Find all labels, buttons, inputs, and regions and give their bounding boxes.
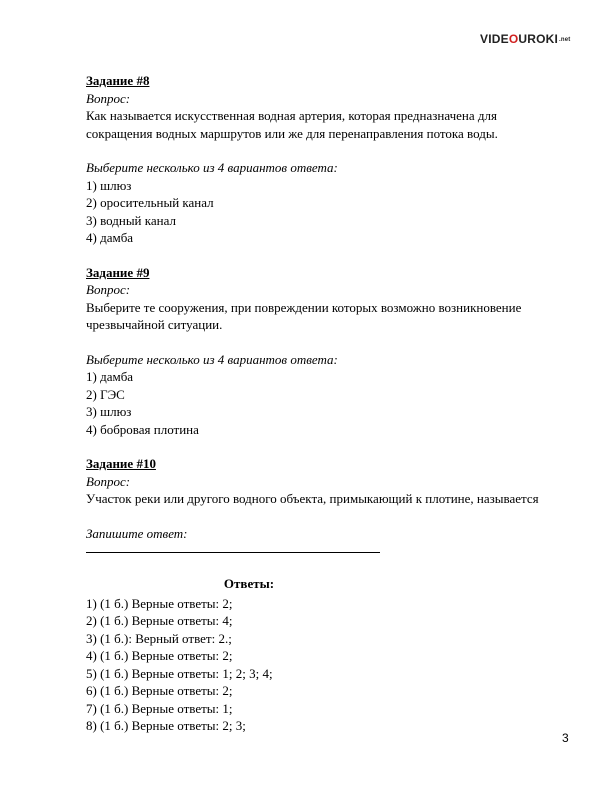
videouroki-logo <box>480 32 571 46</box>
answer-key-item: 6) (1 б.) Верные ответы: 2; <box>86 683 233 698</box>
instruction: Выберите несколько из 4 вариантов ответа: <box>86 160 338 175</box>
question-text-line: Выберите те сооружения, при повреждении которых возможно возникновение <box>86 299 522 315</box>
answer-key-item: 5) (1 б.) Верные ответы: 1; 2; 3; 4; <box>86 665 273 681</box>
task-8 <box>86 72 586 247</box>
answers-title: Ответы: <box>223 576 275 591</box>
answer-key-item: 8) (1 б.) Верные ответы: 2; 3; <box>86 718 246 733</box>
spacer <box>86 508 586 525</box>
spacer <box>86 334 586 351</box>
answer-option: 4) бобровая плотина <box>86 421 199 437</box>
answers-section <box>86 575 586 735</box>
answer-option: 3) шлюз <box>86 404 132 419</box>
question-text-line: Участок реки или другого водного объекта, примыкающий к плотине, называется <box>86 491 539 506</box>
logo-suffix: .net <box>559 37 571 43</box>
answer-key-item: 4) (1 б.) Верные ответы: 2; <box>86 648 233 663</box>
question-label: Вопрос: <box>86 90 131 106</box>
task-title: Задание #10 <box>86 456 156 471</box>
question-text-line: сокращения водных маршрутов или же для перенаправления потока воды. <box>86 125 498 141</box>
answer-option: 4) дамба <box>86 230 134 245</box>
question-text-line: Как называется искусственная водная артерия, которая предназначена для <box>86 108 497 123</box>
answer-option: 3) водный канал <box>86 212 176 228</box>
instruction: Выберите несколько из 4 вариантов ответа: <box>86 351 338 367</box>
page-number: 3 <box>562 731 569 745</box>
answer-key-item: 2) (1 б.) Верные ответы: 4; <box>86 613 233 628</box>
answer-option: 2) оросительный канал <box>86 195 214 210</box>
task-title: Задание #9 <box>86 264 150 280</box>
answer-key-item: 7) (1 б.) Верные ответы: 1; <box>86 700 233 716</box>
instruction: Запишите ответ: <box>86 525 188 541</box>
question-label: Вопрос: <box>86 282 131 297</box>
answer-option: 1) шлюз <box>86 177 132 193</box>
answer-write-line[interactable] <box>86 552 380 553</box>
task-10 <box>86 455 586 553</box>
answer-key-item: 1) (1 б.) Верные ответы: 2; <box>86 595 233 611</box>
question-text-line: чрезвычайной ситуации. <box>86 317 223 332</box>
question-label: Вопрос: <box>86 473 131 489</box>
logo-text: VIDEOUROKI <box>480 32 559 46</box>
spacer <box>86 247 586 264</box>
task-title: Задание #8 <box>86 73 150 88</box>
answer-option: 2) ГЭС <box>86 386 125 402</box>
logo-accent-letter: O <box>508 32 519 46</box>
spacer <box>86 438 586 455</box>
spacer <box>86 142 586 159</box>
answer-key-item: 3) (1 б.): Верный ответ: 2.; <box>86 630 232 646</box>
answer-option: 1) дамба <box>86 369 134 384</box>
task-9 <box>86 264 586 439</box>
document-body <box>86 72 586 735</box>
